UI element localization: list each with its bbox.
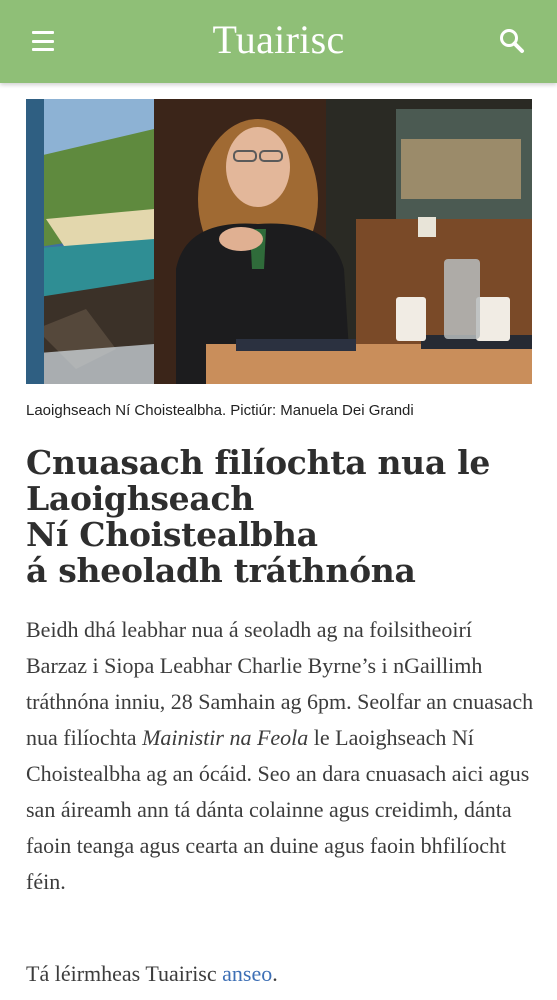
review-link[interactable]: anseo [222,961,273,986]
review-prefix: Tá léirmheas Tuairisc [26,961,223,986]
hamburger-menu-icon[interactable] [30,28,56,54]
photo-caption: Laoighseach Ní Choistealbha. Pictiúr: Manuela Dei Grandi [26,402,414,419]
article-headline: Cnuasach filíochta nua le Laoighseach Ní Choistealbha á sheoladh tráthnóna [26,443,491,590]
article-photo [26,99,532,384]
review-line [26,956,536,992]
site-logo[interactable]: Tuairisc [212,17,345,62]
top-bar [0,0,557,83]
article-body [26,612,536,900]
review-suffix: . [272,961,278,986]
body-text-part2: le Laoighseach Ní Choistealbha ag an ócáid. Seo an dara cnuasach aici agus san áireamh ann tá dánta colainne agus creidimh, dánta faoin teanga agus cearta an duine agus faoin bhfilíocht féin. [26,725,530,894]
book-title: Mainistir na Feola [142,725,309,750]
body-text-part1: Beidh dhá leabhar nua á seoladh ag na foilsitheoirí Barzaz i Siopa Leabhar Charlie Byrne’s i nGaillimh tráthnóna inniu, 28 Samhain ag 6pm. Seolfar an cnuasach nua filíochta [26,617,534,750]
search-icon[interactable] [497,26,527,56]
